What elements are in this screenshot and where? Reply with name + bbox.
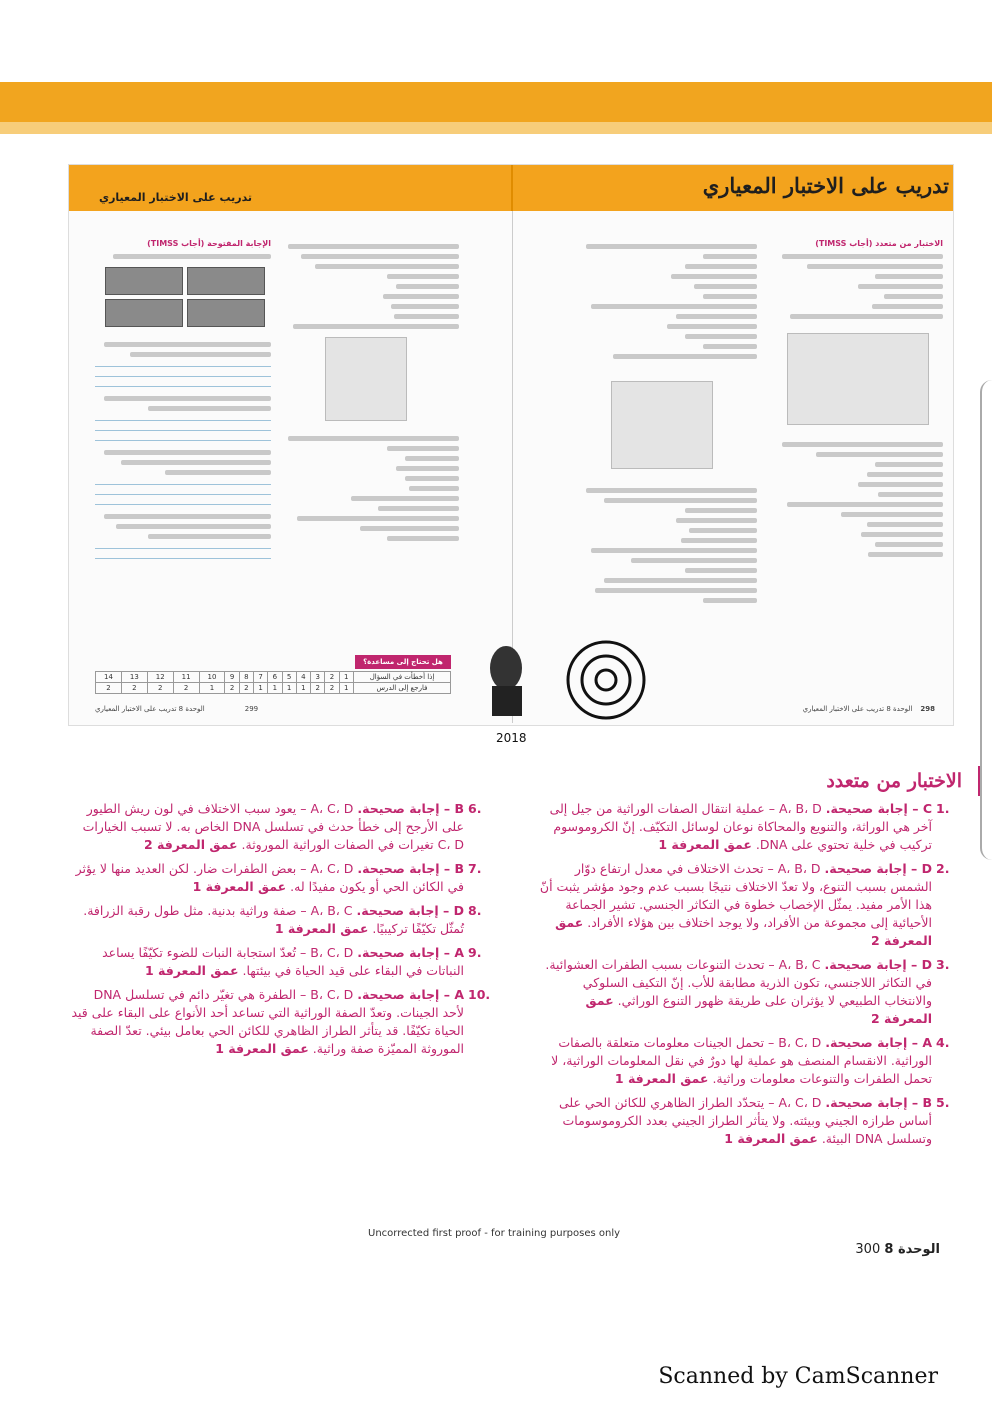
help-row-lessons [96,683,451,694]
spread-mc-heading: الاختبار من متعدد (أجاب TIMSS) [815,239,943,248]
answer-correct: A – إجابة صحيحة. [357,945,464,960]
answer-number: .2 [936,861,950,876]
help-cell: 1 [199,683,225,694]
help-cell: 2 [325,683,339,694]
answer-explanation: A، B، D – عملية انتقال الصفات الوراثية من جيل إلى آخر هي الوراثة، والتنويع والمحاكاة نوعان لوسائل التكيّف. إنّ الكروموسوم تركيب في خلية تحتوي على DNA. [549,801,932,852]
answer-item [70,800,494,854]
answer-correct: D – إجابة صحيحة. [824,861,932,876]
answer-explanation: A، C، D – يعود سبب الاختلاف في لون ريش الطيور على الأرجح إلى خطأ حدث في تسلسل DNA الخاص به. لا تسبب الخيارات C، D تغيرات في الصفات الوراثية الموروثة. [82,801,464,852]
answer-item [538,1094,962,1148]
spread-title-left: تدريب على الاختبار المعياري [99,191,253,204]
spread-right-col-2 [577,239,757,364]
sunflower-image [787,333,929,425]
help-cell: 13 [121,672,147,683]
spread-left-col-2b [279,431,459,546]
answer-depth: عمق المعرفة 1 [658,837,752,852]
page-number: 300 [855,1242,881,1257]
answer-number: .3 [936,957,950,972]
help-row-label: إذا أخطأت في السؤال [354,672,451,683]
answer-depth: عمق المعرفة 2 [555,915,932,948]
help-cell: 9 [225,672,239,683]
answer-explanation: B، C، D – تُعدّ استجابة النبات للضوء تكيّفًا يساعد النباتات في البقاء على قيد الحياة في بيئتها. [102,945,464,978]
help-cell: 1 [268,683,282,694]
spread-open-heading: الإجابة المفتوحة (أجاب TIMSS) [147,239,271,248]
help-cell: 3 [311,672,325,683]
answers-right-column [538,800,962,1154]
answer-number: .9 [468,945,482,960]
answer-number: .6 [468,801,482,816]
help-cell: 2 [239,683,253,694]
section-title: الاختبار من متعدد [826,770,962,792]
help-cell: 7 [253,672,267,683]
answer-depth: عمق المعرفة 1 [724,1131,818,1146]
answer-explanation: A، C، D – يتحدّد الطراز الظاهري للكائن الحي على أساس طرازه الجيني وبيئته. ولا يتأثر الطراز الجيني بعدد الكروموسومات وتسلسل DNA البيئة. [558,1095,932,1146]
answer-explanation: A، B، C – صفة وراثية بدنية. مثل طول رقبة الزرافة. تُمثّل تكيّفًا تركيبيًا. [83,903,464,936]
answer-explanation: B، C، D – الطفرة هي تغيّر دائم في تسلسل DNA لأحد الجينات. وتعدّ الصفة الوراثية التي تساعد أحد الأنواع على البقاء على قيد الحياة تكيّفًا. قد يتأثر الطراز الظاهري للكائن الحي بعامل بيئي. تعدّ الصفة الموروثة المميّزة صفة وراثية. [71,987,464,1056]
help-cell: 1 [339,672,353,683]
answer-depth: عمق المعرفة 2 [143,837,238,852]
page-footer [855,1242,962,1257]
scanner-note: Scanned by CamScanner [658,1364,938,1389]
spread-right-col-2b [577,483,757,608]
answer-item [70,944,494,980]
spread-footer-left: 299الوحدة 8 تدريب على الاختبار المعياري [95,705,259,713]
answer-correct: A – إجابة صحيحة. [357,987,464,1002]
answer-explanation: A، B، D – تحدث الاختلاف في معدل ارتفاع دوّار الشمس بسبب التنوع، ولا تعدّ الاختلاف نتيجًا بسبب عدم وجود مؤشر يثبت أنّ هذا الأمر مفيد. يمثّل الإخصاب خطوة في التكاثر الجنسي. تشير الجماعة الأحيائية إلى مجموعة من الأفراد، ولا يوجد اختلاف بين هؤلاء الأفراد. [539,861,932,930]
help-cell: 1 [339,683,353,694]
proof-note: Uncorrected first proof - for training purposes only [368,1228,621,1239]
top-orange-band [0,82,992,122]
answer-depth: عمق المعرفة 2 [585,993,932,1026]
spread-title-right: تدريب على الاختبار المعياري [702,173,949,198]
penguins-image [611,381,713,469]
help-cell: 2 [147,683,173,694]
spread-left-col-2 [279,239,459,334]
spread-left-col-1 [95,239,271,264]
answer-explanation: A، B، C – تحدث التنوعات بسبب الطفرات العشوائية. في التكاثر اللاجنسي، تكون الذرية مطابقة للأب. إنّ التكيف السلوكي والانتخاب الطبيعي لا يؤثران على طريقة ظهور التنوع الوراثي. [545,957,932,1008]
help-cell: 12 [147,672,173,683]
help-cell: 1 [282,683,296,694]
help-cell: 6 [268,672,282,683]
answer-number: .4 [936,1035,950,1050]
fakhr-alwatan-logo [466,620,666,750]
help-cell: 1 [296,683,310,694]
help-row-label: فارجع إلى الدرس [354,683,451,694]
answer-item [70,986,494,1058]
help-cell: 1 [253,683,267,694]
spread-footer-right: 298الوحدة 8 تدريب على الاختبار المعياري [802,705,935,713]
answer-correct: B – إجابة صحيحة. [357,801,464,816]
svg-text:2018: 2018 [496,731,527,745]
answer-explanation: B، C، D – تحمل الجينات معلومات متعلقة بالصفات الوراثية. الانقسام المنصف هو عملية لها دورٌ في نقل المعلومات الوراثية، لا تحمل الطفرات والتنوعات معلومات وراثية. [551,1035,932,1086]
answer-correct: B – إجابة صحيحة. [825,1095,932,1110]
answer-depth: عمق المعرفة 1 [614,1071,709,1086]
answer-item [538,860,962,950]
answer-correct: D – إجابة صحيحة. [824,957,932,972]
answer-number: .1 [936,801,950,816]
answer-depth: عمق المعرفة 1 [215,1041,309,1056]
answer-number: .5 [936,1095,950,1110]
answer-item [538,956,962,1028]
plant-series-images [105,267,265,327]
answer-item [70,902,494,938]
answer-number: .8 [468,903,482,918]
answers-left-column [70,800,494,1064]
answer-correct: A – إجابة صحيحة. [825,1035,932,1050]
help-row-questions [96,672,451,683]
unit-label: الوحدة 8 [884,1242,940,1257]
answer-depth: عمق المعرفة 1 [274,921,369,936]
help-cell: 2 [96,683,122,694]
answer-depth: عمق المعرفة 1 [192,879,287,894]
help-cell: 14 [96,672,122,683]
answer-item [538,1034,962,1088]
plant-light-image [325,337,407,421]
help-cell: 2 [173,683,199,694]
help-cell: 10 [199,672,225,683]
page-curl-edge [980,380,992,860]
help-cell: 2 [311,683,325,694]
help-cell: 2 [325,672,339,683]
top-light-band [0,122,992,134]
help-cell: 2 [225,683,239,694]
answer-depth: عمق المعرفة 1 [144,963,239,978]
spread-right-col-1b [773,437,943,562]
answer-correct: C – إجابة صحيحة. [825,801,932,816]
answer-correct: D – إجابة صحيحة. [356,903,464,918]
help-cell: 8 [239,672,253,683]
answer-explanation: A، C، D – بعض الطفرات ضار. لكن العديد منها لا يؤثر في الكائن الحي أو يكون مفيدًا له. [75,861,464,894]
help-cell: 2 [121,683,147,694]
answer-correct: B – إجابة صحيحة. [357,861,464,876]
spread-left-col-1b [95,337,271,568]
help-cell: 5 [282,672,296,683]
spread-right-col-1 [773,239,943,324]
help-table [95,671,451,694]
answer-number: .10 [468,987,491,1002]
spread-header [69,165,953,211]
help-cell: 11 [173,672,199,683]
answer-item [70,860,494,896]
help-bar: هل تحتاج إلى مساعدة؟ [355,655,451,669]
answer-number: .7 [468,861,482,876]
help-cell: 4 [296,672,310,683]
answer-item [538,800,962,854]
